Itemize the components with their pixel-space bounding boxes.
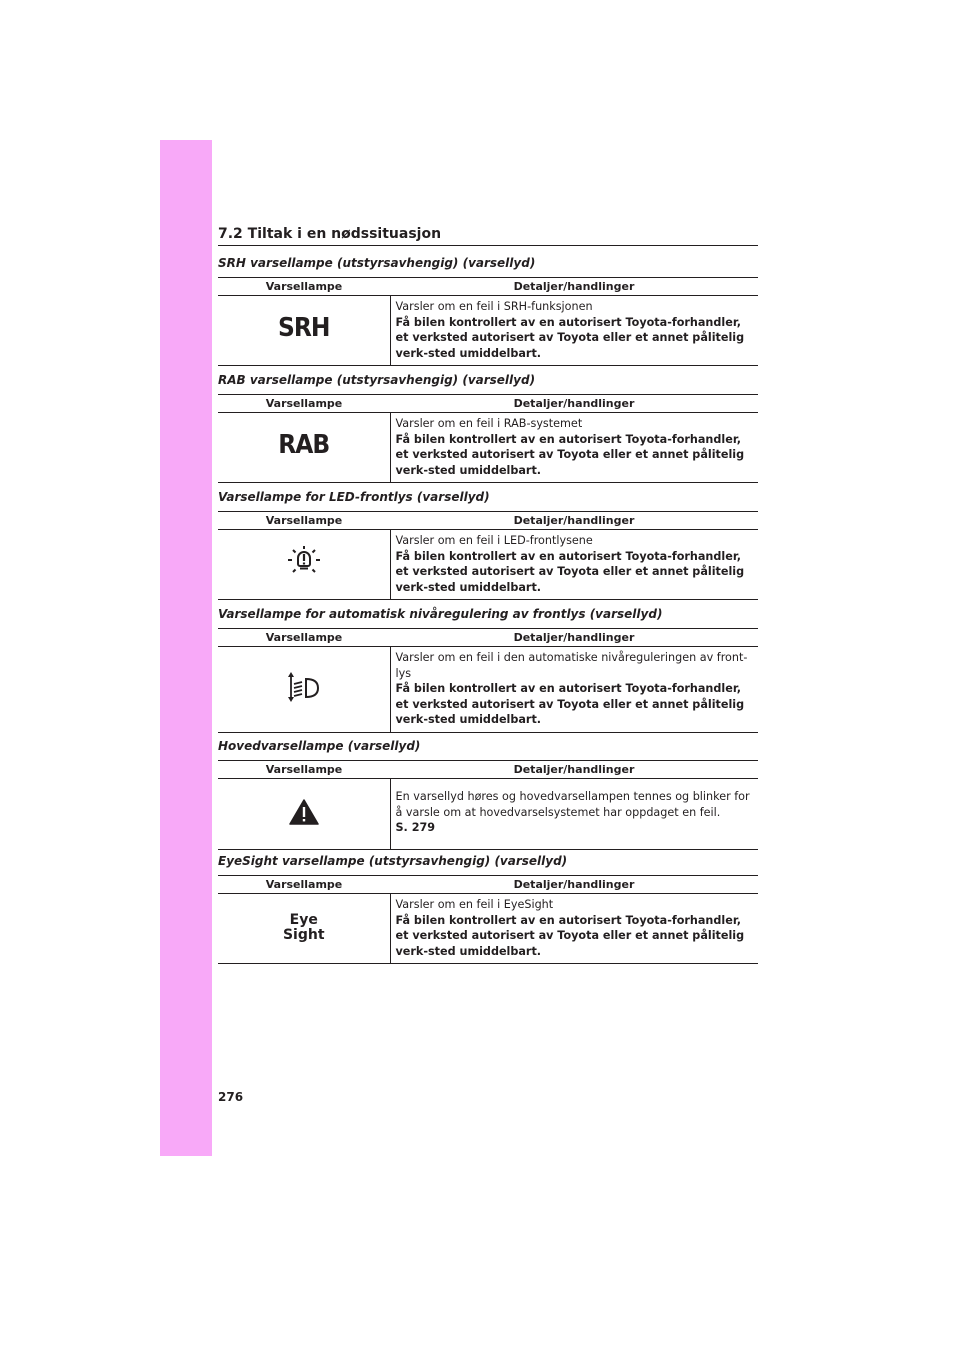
warning-table (218, 760, 758, 850)
col-header-lamp: Varsellampe (218, 876, 390, 894)
details-cell (390, 894, 758, 964)
details-cell (390, 779, 758, 850)
rab-icon: RAB (218, 413, 390, 483)
page-number: 276 (218, 1090, 244, 1104)
details-action: Få bilen kontrollert av en autorisert Toyota-forhandler, et verksted autorisert av Toyota eller et annet pålitelig verk-sted umiddelbart. (395, 432, 745, 477)
warning-table (218, 394, 758, 483)
details-action: Få bilen kontrollert av en autorisert Toyota-forhandler, et verksted autorisert av Toyota eller et annet pålitelig verk-sted umiddelbart. (395, 913, 745, 958)
chapter-tab-bar (160, 140, 212, 1156)
section-master-warning (218, 738, 758, 850)
col-header-lamp: Varsellampe (218, 278, 390, 296)
details-line: Varsler om en feil i RAB-systemet (395, 417, 583, 430)
details-cell (390, 647, 758, 733)
col-header-lamp: Varsellampe (218, 395, 390, 413)
section-srh (218, 255, 758, 366)
col-header-lamp: Varsellampe (218, 629, 390, 647)
details-line: En varsellyd høres og hovedvarsellampen tennes og blinker for å varsle om at hovedvarselsystemet har oppdaget en feil. (395, 790, 750, 819)
headlight-leveling-icon (218, 647, 390, 733)
col-header-details: Detaljer/handlinger (390, 512, 758, 530)
details-cell (390, 296, 758, 366)
warning-table (218, 875, 758, 964)
details-action: S. 279 (395, 821, 436, 835)
section-headlight-leveling (218, 606, 758, 733)
section-eyesight (218, 853, 758, 964)
section-title: SRH varsellampe (utstyrsavhengig) (varsellyd) (218, 256, 536, 270)
warning-table (218, 628, 758, 733)
section-title: EyeSight varsellampe (utstyrsavhengig) (varsellyd) (218, 854, 568, 868)
details-cell (390, 413, 758, 483)
col-header-lamp: Varsellampe (218, 512, 390, 530)
section-rab (218, 372, 758, 483)
col-header-details: Detaljer/handlinger (390, 278, 758, 296)
table-row (218, 647, 758, 733)
details-action: Få bilen kontrollert av en autorisert Toyota-forhandler, et verksted autorisert av Toyota eller et annet pålitelig verk-sted umiddelbart. (395, 549, 745, 594)
section-title: RAB varsellampe (utstyrsavhengig) (varsellyd) (218, 373, 536, 387)
table-row (218, 530, 758, 600)
chapter-heading: 7.2 Tiltak i en nødssituasjon (218, 226, 758, 246)
section-led-headlight (218, 489, 758, 600)
table-row (218, 413, 758, 483)
details-action: Få bilen kontrollert av en autorisert Toyota-forhandler, et verksted autorisert av Toyota eller et annet pålitelig verk-sted umiddelbart. (395, 682, 745, 727)
warning-table (218, 277, 758, 366)
col-header-lamp: Varsellampe (218, 761, 390, 779)
details-action: Få bilen kontrollert av en autorisert Toyota-forhandler, et verksted autorisert av Toyota eller et annet pålitelig verk-sted umiddelbart. (395, 315, 745, 360)
col-header-details: Detaljer/handlinger (390, 761, 758, 779)
section-title: Hovedvarsellampe (varsellyd) (218, 739, 421, 753)
col-header-details: Detaljer/handlinger (390, 395, 758, 413)
details-line: Varsler om en feil i EyeSight (395, 898, 554, 911)
table-row (218, 296, 758, 366)
master-warning-triangle-icon (218, 779, 390, 850)
table-row (218, 894, 758, 964)
col-header-details: Detaljer/handlinger (390, 629, 758, 647)
section-title: Varsellampe for automatisk nivåregulering av frontlys (varsellyd) (218, 607, 663, 621)
srh-icon: SRH (218, 296, 390, 366)
details-line: Varsler om en feil i LED-frontlysene (395, 534, 593, 547)
details-line: Varsler om en feil i SRH-funksjonen (395, 300, 593, 313)
section-title: Varsellampe for LED-frontlys (varsellyd) (218, 490, 490, 504)
col-header-details: Detaljer/handlinger (390, 876, 758, 894)
eyesight-icon: Eye Sight (218, 894, 390, 964)
led-headlight-warning-icon (218, 530, 390, 600)
details-cell (390, 530, 758, 600)
warning-table (218, 511, 758, 600)
table-row (218, 779, 758, 850)
details-line: Varsler om en feil i den automatiske nivåreguleringen av front-lys (395, 651, 748, 680)
